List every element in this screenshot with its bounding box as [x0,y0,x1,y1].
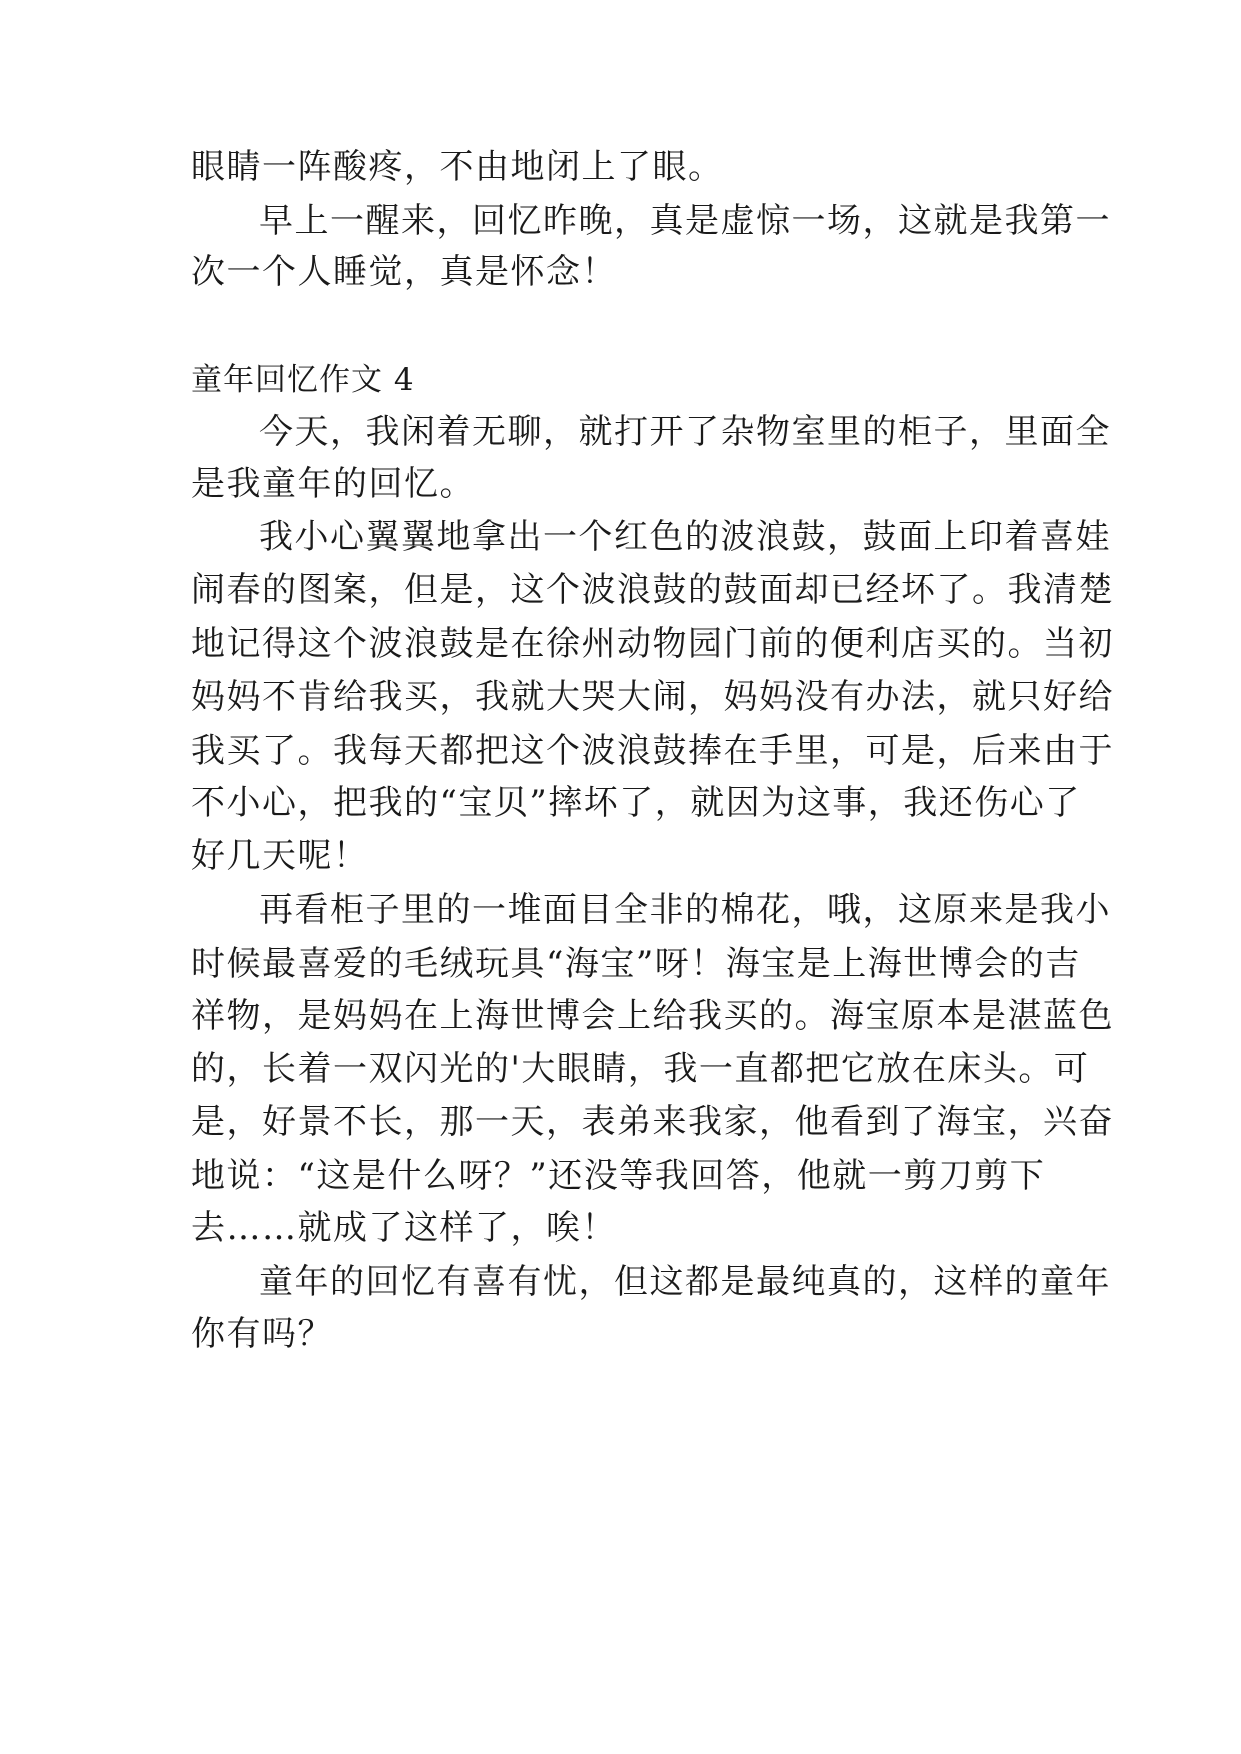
paragraph-4-line-5: 是，好景不长，那一天，表弟来我家，他看到了海宝，兴奋 [191,1102,1114,1142]
paragraph-4-line-4: 的，长着一双闪光的'大眼睛，我一直都把它放在床头。可 [191,1049,1090,1089]
paragraph-4-line-2: 时候最喜爱的毛绒玩具“海宝”呀！海宝是上海世博会的吉 [191,944,1081,984]
paragraph-3-line-6: 不小心，把我的“宝贝”摔坏了，就因为这事，我还伤心了 [191,783,1081,823]
paragraph-1-line-2: 次一个人睡觉，真是怀念！ [191,252,617,292]
paragraph-5-line-2: 你有吗？ [191,1314,333,1354]
paragraph-5-line-1: 童年的回忆有喜有忧，但这都是最纯真的，这样的童年 [259,1262,1111,1302]
paragraph-4-line-3: 祥物，是妈妈在上海世博会上给我买的。海宝原本是湛蓝色 [191,996,1114,1036]
paragraph-1-line-1: 早上一醒来，回忆昨晚，真是虚惊一场，这就是我第一 [259,201,1111,241]
section-title: 童年回忆作文 4 [191,362,415,398]
paragraph-3-line-2: 闹春的图案，但是，这个波浪鼓的鼓面却已经坏了。我清楚 [191,570,1114,610]
paragraph-4-line-7: 去……就成了这样了，唉！ [191,1208,617,1248]
paragraph-3-line-1: 我小心翼翼地拿出一个红色的波浪鼓，鼓面上印着喜娃 [259,517,1111,557]
paragraph-3-line-4: 妈妈不肯给我买，我就大哭大闹，妈妈没有办法，就只好给 [191,677,1114,717]
paragraph-3-line-5: 我买了。我每天都把这个波浪鼓捧在手里，可是，后来由于 [191,731,1114,771]
paragraph-4-line-1: 再看柜子里的一堆面目全非的棉花，哦，这原来是我小 [259,890,1111,930]
paragraph-2-line-1: 今天，我闲着无聊，就打开了杂物室里的柜子，里面全 [259,412,1111,452]
paragraph-2-line-2: 是我童年的回忆。 [191,464,475,504]
paragraph-3-line-3: 地记得这个波浪鼓是在徐州动物园门前的便利店买的。当初 [191,624,1114,664]
paragraph-3-line-7: 好几天呢！ [191,836,369,876]
continuation-line-1: 眼睛一阵酸疼，不由地闭上了眼。 [191,147,724,187]
paragraph-4-line-6: 地说：“这是什么呀？”还没等我回答，他就一剪刀剪下 [191,1156,1046,1196]
